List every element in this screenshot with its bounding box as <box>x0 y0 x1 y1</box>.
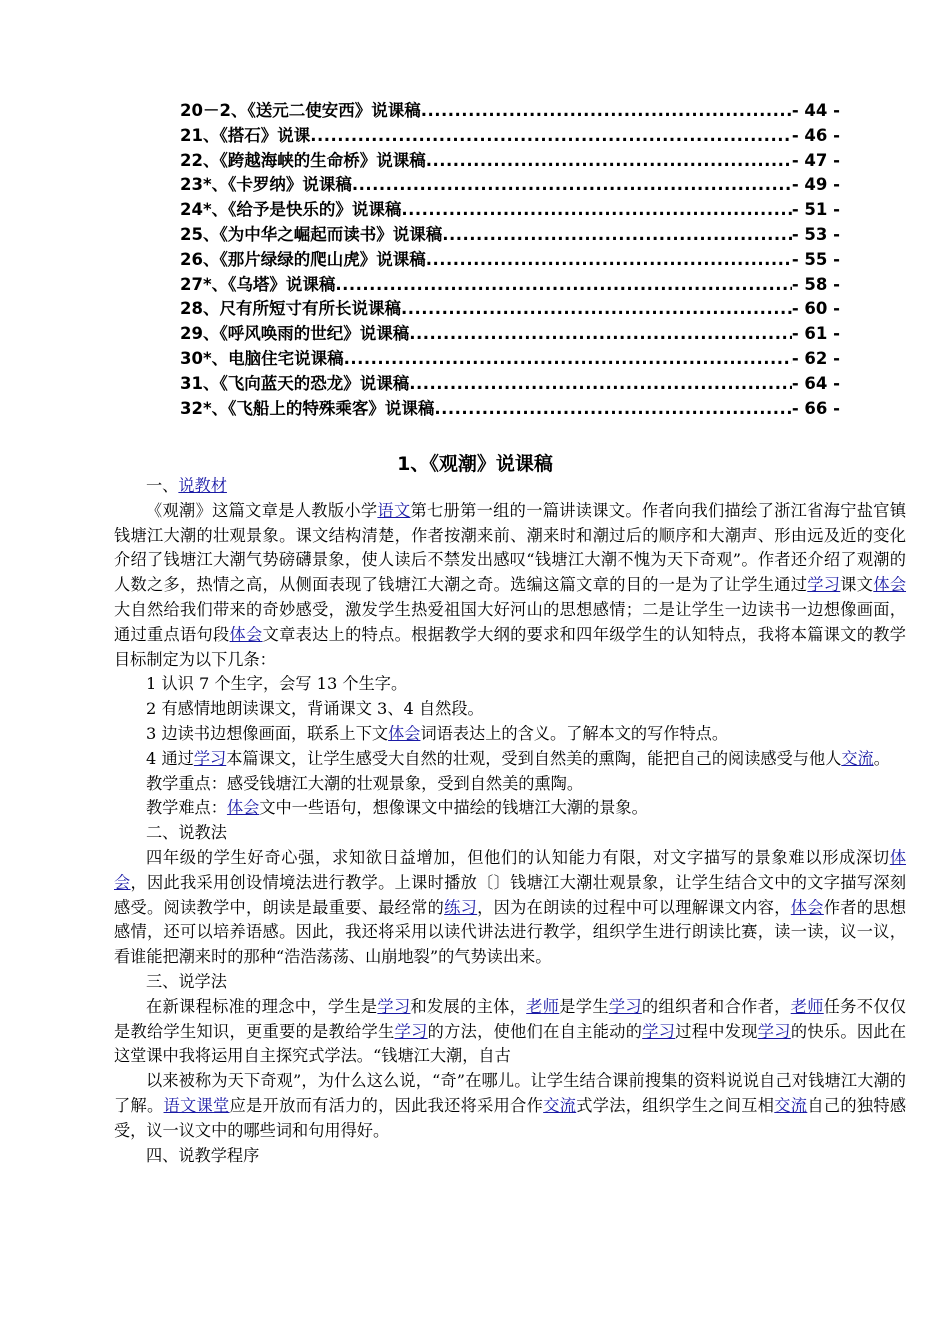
paragraph: 二、说教法 <box>146 823 227 843</box>
lesson-body <box>114 474 906 1168</box>
keyword-link[interactable]: 体会 <box>790 897 824 917</box>
toc-leader-dots <box>344 347 792 372</box>
keyword-link[interactable]: 学习 <box>377 996 411 1016</box>
keyword-link[interactable]: 学习 <box>193 748 227 768</box>
toc-leader-dots <box>434 397 792 422</box>
toc-page-number: - 51 - <box>791 200 840 220</box>
keyword-link[interactable]: 体会 <box>226 798 260 818</box>
keyword-link[interactable]: 体会 <box>873 575 907 595</box>
toc-entry[interactable] <box>180 99 840 124</box>
toc-entry[interactable] <box>180 173 840 198</box>
toc-leader-dots <box>352 173 792 198</box>
keyword-link[interactable]: 交流 <box>543 1095 577 1115</box>
toc-entry-title: 20－2、《送元二使安西》说课稿 <box>180 101 421 120</box>
keyword-link[interactable]: 交流 <box>841 748 874 768</box>
keyword-link[interactable]: 交流 <box>774 1095 808 1115</box>
toc-leader-dots <box>401 297 792 322</box>
toc-leader-dots <box>442 223 792 248</box>
toc-page-number: - 44 - <box>791 101 840 120</box>
toc-entry[interactable] <box>180 149 840 174</box>
toc-entry-title: 25、《为中华之崛起而读书》说课稿 <box>180 224 443 244</box>
toc-page-number: - 60 - <box>791 299 840 319</box>
toc-entry[interactable] <box>180 297 840 322</box>
toc-entry-title: 31、《飞向蓝天的恐龙》说课稿 <box>180 373 410 393</box>
toc-page-number: - 55 - <box>791 249 840 269</box>
toc-entry-title: 27*、《乌塔》说课稿 <box>180 274 336 294</box>
toc-entry-title: 26、《那片绿绿的爬山虎》说课稿 <box>180 249 426 269</box>
paragraph: 2 有感情地朗读课文，背诵课文 3、4 自然段。 <box>146 699 484 719</box>
paragraph: 以来被称为天下奇观”，为什么这么说，“奇”在哪儿。让学生结合课前搜集的资料说说自己对钱塘江大潮的了解。语文课堂应是开放而有活力的，因此我还将采用合作交流式学法，组织学生之间互相交流自己的独特感受，议一议文中的哪些词和句用得好。 <box>114 1071 907 1140</box>
keyword-link[interactable]: 说教材 <box>178 476 227 495</box>
paragraph: 1 认识 7 个生字，会写 13 个生字。 <box>146 674 408 694</box>
paragraph: 三、说学法 <box>146 971 227 991</box>
paragraph: 四年级的学生好奇心强，求知欲日益增加，但他们的认知能力有限，对文字描写的景象难以形成深切体会，因此我采用创设情境法进行教学。上课时播放〔〕钱塘江大潮壮观景象，让学生结合文中的文字描写深刻感受。阅读教学中，朗读是最重要、最经常的练习，因为在朗读的过程中可以理解课文内容，体会作者的思想感情，还可以培养语感。因此，我还将采用以读代讲法进行教学，组织学生进行朗读比赛，读一读，议一议，看谁能把潮来时的那种“浩浩荡荡、山崩地裂”的气势读出来。 <box>114 847 907 967</box>
toc-entry[interactable] <box>180 372 840 397</box>
keyword-link[interactable]: 学习 <box>807 575 841 595</box>
paragraph: 教学难点：体会文中一些语句，想像课文中描绘的钱塘江大潮的景象。 <box>146 798 648 818</box>
keyword-link[interactable]: 语文 <box>377 500 411 520</box>
toc-page-number: - 62 - <box>791 348 840 368</box>
paragraph: 四、说教学程序 <box>146 1145 260 1165</box>
table-of-contents <box>180 99 840 421</box>
toc-leader-dots <box>421 99 792 124</box>
keyword-link[interactable]: 学习 <box>608 996 642 1016</box>
keyword-link[interactable]: 学习 <box>394 1021 428 1041</box>
keyword-link[interactable]: 体会 <box>388 723 421 743</box>
toc-entry-title: 32*、《飞船上的特殊乘客》说课稿 <box>180 398 435 418</box>
toc-page-number: - 66 - <box>791 398 840 418</box>
toc-entry-title: 22、《跨越海峡的生命桥》说课稿 <box>180 150 426 170</box>
lesson-title: 1、《观潮》说课稿 <box>397 453 553 475</box>
toc-leader-dots <box>409 372 792 397</box>
keyword-link[interactable]: 老师 <box>526 996 560 1016</box>
toc-leader-dots <box>401 198 792 223</box>
toc-entry[interactable] <box>180 397 840 422</box>
toc-entry[interactable] <box>180 223 840 248</box>
keyword-link[interactable]: 练习 <box>444 897 478 917</box>
toc-leader-dots <box>426 149 792 174</box>
keyword-link[interactable]: 学习 <box>642 1021 676 1041</box>
toc-page-number: - 58 - <box>791 274 840 294</box>
toc-entry-title: 21、《搭石》说课 <box>180 125 311 145</box>
toc-entry[interactable] <box>180 347 840 372</box>
paragraph: 4 通过学习本篇课文，让学生感受大自然的壮观，受到自然美的熏陶，能把自己的阅读感受与他人交流。 <box>146 748 890 768</box>
keyword-link[interactable]: 体会 <box>114 847 906 892</box>
toc-page-number: - 64 - <box>791 373 840 393</box>
toc-leader-dots <box>426 248 792 273</box>
paragraph: 3 边读书边想像画面，联系上下文体会词语表达上的含义。了解本文的写作特点。 <box>146 723 729 743</box>
keyword-link[interactable]: 老师 <box>790 996 824 1016</box>
keyword-link[interactable]: 体会 <box>229 624 263 644</box>
paragraph: 在新课程标准的理念中，学生是学习和发展的主体，老师是学生学习的组织者和合作者，老师任务不仅仅是教给学生知识，更重要的是教给学生学习的方法，使他们在自主能动的学习过程中发现学习的快乐。因此在这堂课中我将运用自主探究式学法。“钱塘江大潮，自古 <box>114 996 907 1066</box>
toc-leader-dots <box>335 273 792 298</box>
toc-page-number: - 49 - <box>791 175 840 195</box>
toc-entry-title: 30*、电脑住宅说课稿 <box>180 348 344 368</box>
toc-entry[interactable] <box>180 198 840 223</box>
toc-entry[interactable] <box>180 322 840 347</box>
toc-entry-title: 23*、《卡罗纳》说课稿 <box>180 175 352 195</box>
toc-page-number: - 46 - <box>791 125 840 145</box>
paragraph: 教学重点：感受钱塘江大潮的壮观景象，受到自然美的熏陶。 <box>146 773 584 793</box>
keyword-link[interactable]: 学习 <box>757 1021 791 1041</box>
toc-entry-title: 24*、《给予是快乐的》说课稿 <box>180 200 402 220</box>
toc-page-number: - 53 - <box>791 224 840 244</box>
toc-entry-title: 28、尺有所短寸有所长说课稿 <box>180 299 401 319</box>
paragraph: 《观潮》这篇文章是人教版小学语文第七册第一组的一篇讲读课文。作者向我们描绘了浙江省海宁盐官镇钱塘江大潮的壮观景象。课文结构清楚，作者按潮来前、潮来时和潮过后的顺序和大潮声、形由远及近的变化介绍了钱塘江大潮气势磅礴景象，使人读后不禁发出感叹“钱塘江大潮不愧为天下奇观”。作者还介绍了观潮的人数之多，热情之高，从侧面表现了钱塘江大潮之奇。选编这篇文章的目的一是为了让学生通过学习课文体会大自然给我们带来的奇妙感受，激发学生热爱祖国大好河山的思想感情；二是让学生一边读书一边想像画面，通过重点语句段体会文章表达上的特点。根据教学大纲的要求和四年级学生的认知特点，我将本篇课文的教学目标制定为以下几条： <box>114 500 907 669</box>
toc-entry-title: 29、《呼风唤雨的世纪》说课稿 <box>180 324 410 344</box>
toc-page-number: - 61 - <box>791 324 840 344</box>
paragraph: 一、说教材 <box>146 476 227 495</box>
toc-leader-dots <box>310 124 792 149</box>
toc-entry[interactable] <box>180 248 840 273</box>
toc-entry[interactable] <box>180 273 840 298</box>
toc-page-number: - 47 - <box>791 150 840 170</box>
toc-entry[interactable] <box>180 124 840 149</box>
keyword-link[interactable]: 语文课堂 <box>163 1095 230 1115</box>
toc-leader-dots <box>409 322 792 347</box>
